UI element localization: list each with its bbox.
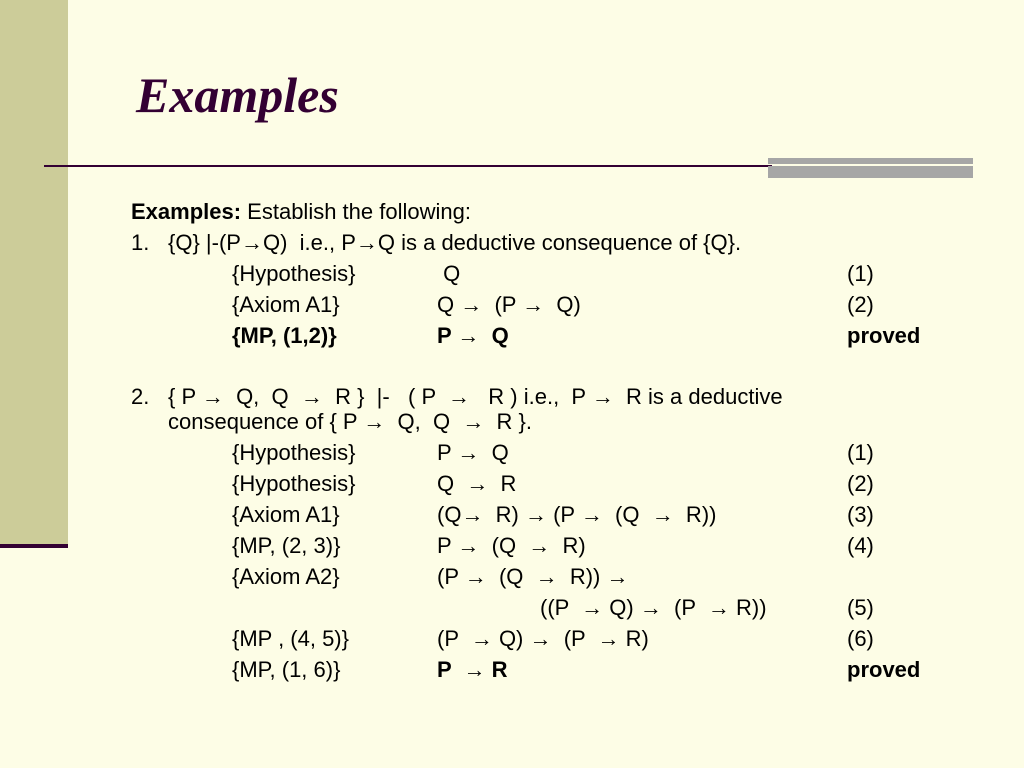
ex1-step3-formula: P → Q bbox=[437, 323, 509, 348]
ex1-step1-ref: (1) bbox=[847, 261, 874, 286]
ex2-step6-rule: {MP , (4, 5)} bbox=[232, 626, 349, 651]
ex2-step7-rule: {MP, (1, 6)} bbox=[232, 657, 341, 682]
example2-statement-line2: consequence of { P → Q, Q → R }. bbox=[168, 409, 532, 434]
ex2-step5-rule: {Axiom A2} bbox=[232, 564, 340, 589]
ex2-step1-rule: {Hypothesis} bbox=[232, 440, 356, 465]
ex2-step4-ref: (4) bbox=[847, 533, 874, 558]
ex2-step4-formula: P → (Q → R) bbox=[437, 533, 586, 558]
slide-title: Examples bbox=[136, 67, 339, 123]
ex1-step3-rule: {MP, (1,2)} bbox=[232, 323, 337, 348]
example1-statement: {Q} |-(P→Q) i.e., P→Q is a deductive consequence of {Q}. bbox=[168, 230, 742, 255]
intro-label: Examples: bbox=[131, 199, 242, 224]
ex1-step1-formula: Q bbox=[437, 261, 461, 286]
ex2-step5-continuation: ((P → Q) → (P → R)) bbox=[540, 595, 767, 620]
ex2-step7-formula: P → R bbox=[437, 657, 508, 682]
ex1-step2-ref: (2) bbox=[847, 292, 874, 317]
ex2-step6-formula: (P → Q) → (P → R) bbox=[437, 626, 649, 651]
ex2-step5-formula: (P → (Q → R)) → bbox=[437, 564, 629, 589]
ex2-step2-formula: Q → R bbox=[437, 471, 517, 496]
ex1-step1-rule: {Hypothesis} bbox=[232, 261, 356, 286]
ex2-step3-rule: {Axiom A1} bbox=[232, 502, 340, 527]
ex1-step2-formula: Q → (P → Q) bbox=[437, 292, 581, 317]
ex2-step3-formula: (Q→ R) → (P → (Q → R)) bbox=[437, 502, 717, 527]
ex2-step7-ref: proved bbox=[847, 657, 921, 682]
example2-statement-line1: { P → Q, Q → R } |- ( P → R ) i.e., P → R is a deductive bbox=[168, 384, 783, 409]
ex2-step3-ref: (3) bbox=[847, 502, 874, 527]
ex2-step1-formula: P → Q bbox=[437, 440, 509, 465]
ex2-step2-ref: (2) bbox=[847, 471, 874, 496]
ex1-step2-rule: {Axiom A1} bbox=[232, 292, 340, 317]
example2-number: 2. bbox=[131, 384, 150, 409]
ex2-step2-rule: {Hypothesis} bbox=[232, 471, 356, 496]
intro-line bbox=[131, 199, 471, 225]
ex2-step1-ref: (1) bbox=[847, 440, 874, 465]
ex2-step5-ref: (5) bbox=[847, 595, 874, 620]
intro-text: Establish the following: bbox=[241, 199, 471, 224]
ex2-step6-ref: (6) bbox=[847, 626, 874, 651]
ex2-step4-rule: {MP, (2, 3)} bbox=[232, 533, 341, 558]
example1-number: 1. bbox=[131, 230, 150, 255]
ex1-step3-ref: proved bbox=[847, 323, 921, 348]
